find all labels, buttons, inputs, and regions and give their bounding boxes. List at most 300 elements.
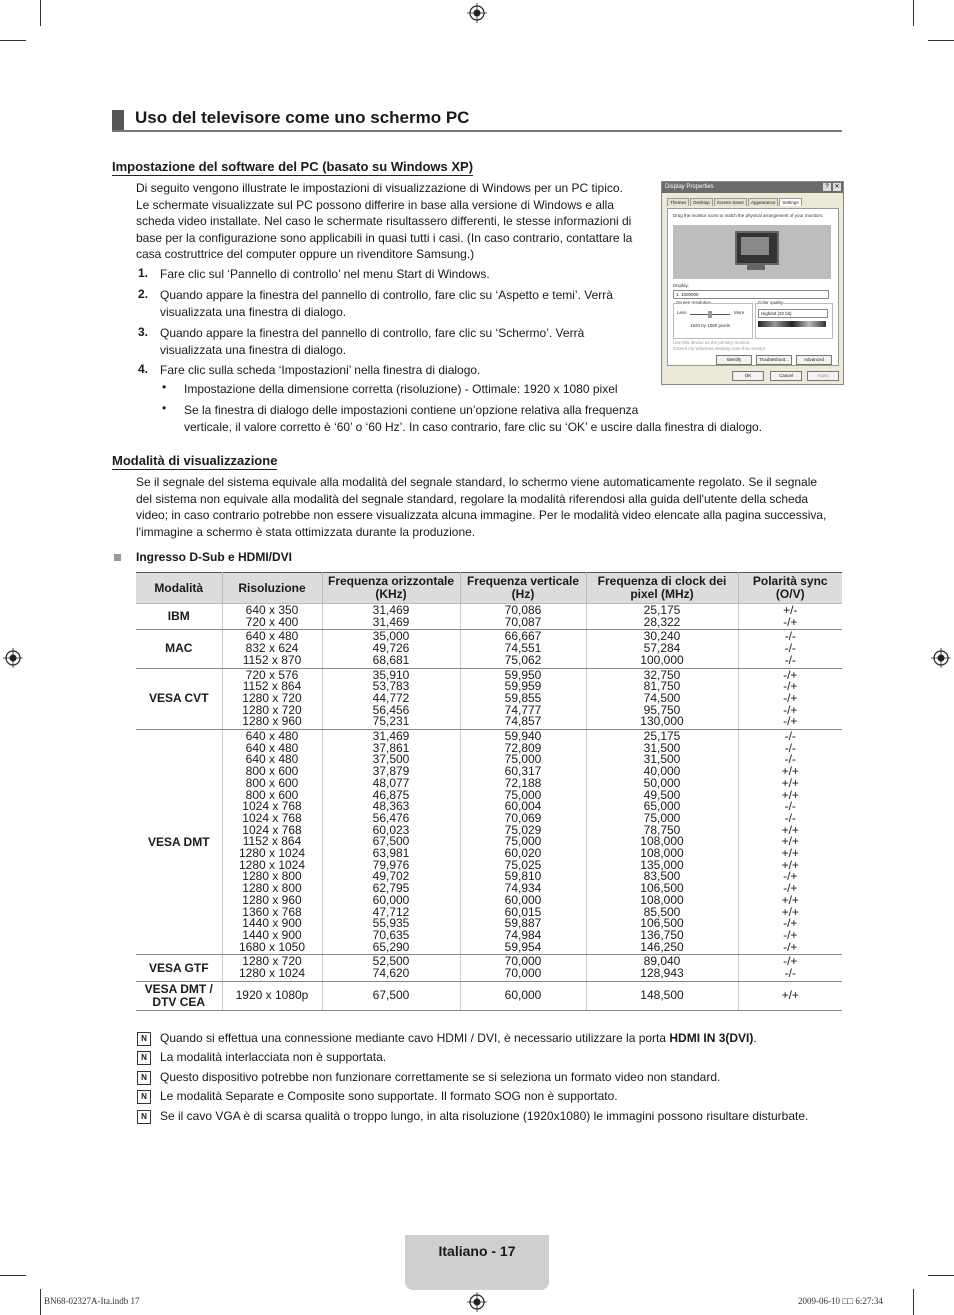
table-cell-v (460, 604, 586, 630)
note-icon: N (137, 1051, 151, 1065)
table-row (136, 730, 842, 955)
cell-line: 62,795 (372, 881, 410, 896)
cell-line: 75,000 (504, 834, 542, 849)
cell-line: +/+ (781, 834, 799, 849)
cell-line: 70,635 (372, 927, 410, 942)
bullet-icon: • (162, 380, 167, 394)
step-line: Quando appare la finestra del pannello di controllo, fare clic su ‘Aspetto e temi’. Verrà (160, 288, 613, 302)
resolution-group (673, 303, 753, 339)
ok-button: OK (732, 371, 764, 381)
close-icon: ✕ (834, 184, 840, 190)
page-number: Italiano - 17 (438, 1243, 516, 1259)
cell-line: VESA DMT / (144, 981, 213, 996)
cell-line: -/- (784, 740, 796, 755)
cancel-button: Cancel (770, 371, 802, 381)
step-line: Quando appare la finestra del pannello di controllo, fare clic su ‘Schermo’. Verrà (160, 326, 585, 340)
display-select: 1. 1000000 (673, 290, 829, 299)
table-cell-pol (738, 668, 842, 730)
cell-line: DTV CEA (152, 994, 206, 1009)
table-cell-res (222, 955, 322, 981)
cell-line: 37,879 (372, 764, 410, 779)
step-number: 3. (138, 325, 149, 339)
modes-paragraph (136, 474, 826, 540)
table-cell-v (460, 630, 586, 668)
step-text (160, 325, 584, 358)
tab-themes: Themes (667, 198, 689, 206)
cell-line: 46,875 (372, 787, 410, 802)
cell-line: 50,000 (643, 775, 681, 790)
print-file-info: BN68-02327A-Ita.indb 17 (44, 1296, 140, 1306)
cell-line: 148,500 (640, 987, 684, 1002)
table-row (136, 668, 842, 730)
cell-line: 47,712 (372, 904, 410, 919)
cell-line: 60,000 (504, 892, 542, 907)
note-body: Questo dispositivo potrebbe non funzionare correttamente se si seleziona un formato video non standard. (160, 1070, 721, 1084)
step-line: visualizzata una finestra di dialogo. (160, 342, 347, 357)
dialog-title-bar (662, 182, 843, 193)
table-cell-pol (738, 730, 842, 955)
header-line: (Hz) (511, 587, 535, 601)
step-line: Fare clic sul ‘Pannello di controllo’ nel menu Start di Windows. (160, 267, 490, 281)
cell-line: 74,934 (504, 881, 542, 896)
tab-screen-saver: Screen Saver (714, 198, 747, 206)
cell-line: 59,855 (504, 690, 542, 705)
header-line: Frequenza di clock dei (597, 574, 727, 588)
input-label: Ingresso D-Sub e HDMI/DVI (136, 550, 293, 564)
cell-line: 35,000 (372, 629, 410, 644)
dialog-tabs (662, 193, 843, 206)
intro-paragraph (136, 180, 632, 263)
cell-line: 49,500 (643, 787, 681, 802)
display-mode-table (136, 572, 842, 1011)
cell-line: 74,984 (504, 927, 542, 942)
table-cell-clk (586, 981, 738, 1010)
section-bar (112, 110, 124, 130)
cell-line: 1280 x 720 (242, 954, 302, 969)
crop-mark-br-v (913, 1289, 914, 1315)
table-header-row (136, 573, 842, 604)
step-text (160, 287, 613, 320)
cell-line: 800 x 600 (245, 775, 299, 790)
tab-settings: Settings (779, 198, 801, 206)
cell-line: 49,702 (372, 869, 410, 884)
color-label: Color quality (758, 300, 784, 305)
cell-line: 108,000 (640, 846, 684, 861)
cell-line: 832 x 624 (245, 641, 299, 656)
header-line: (KHz) (375, 587, 407, 601)
identify-button: Identify (716, 355, 752, 365)
cell-line: 25,175 (643, 603, 681, 617)
tab-appearance: Appearance (748, 198, 778, 206)
cell-line: 30,240 (643, 629, 681, 644)
color-bar (758, 321, 826, 327)
cell-line: 59,940 (504, 729, 542, 744)
troubleshoot-button: Troubleshoot... (756, 355, 792, 365)
cell-line: -/- (784, 629, 796, 644)
cell-line: -/+ (783, 702, 798, 717)
table-header-cell (222, 573, 322, 604)
cell-line: VESA CVT (148, 691, 209, 706)
cell-line: 89,040 (643, 954, 681, 969)
cell-line: 74,551 (504, 641, 542, 656)
cell-line: 35,910 (372, 667, 410, 682)
monitor-stand (747, 265, 765, 270)
note-text (160, 1070, 720, 1084)
cell-line: 70,000 (504, 954, 542, 969)
intro-line: casa costruttrice del computer oppure un rivenditore Samsung.) (136, 247, 475, 261)
cell-line: 31,469 (372, 614, 410, 629)
header-line: Risoluzione (238, 580, 306, 595)
cell-line: 79,976 (372, 857, 410, 872)
header-line: (O/V) (775, 587, 805, 601)
cell-line: 70,000 (504, 966, 542, 981)
modes-line: del sistema non equivale alla modalità del segnale standard, regolare la modalità riferendosi alla guida dell'utente della scheda (136, 491, 809, 506)
step-text (160, 362, 480, 379)
cell-line: 85,500 (643, 904, 681, 919)
cell-line: 1280 x 800 (242, 869, 302, 884)
cell-line: -/+ (783, 881, 798, 896)
cell-line: -/+ (783, 927, 798, 942)
tab-desktop: Desktop (690, 198, 713, 206)
cell-line: 60,004 (504, 799, 542, 814)
cell-line: 74,777 (504, 702, 542, 717)
table-cell-v (460, 668, 586, 730)
section-rule (112, 130, 842, 132)
cell-line: -/+ (783, 869, 798, 884)
cell-line: 128,943 (640, 966, 684, 981)
cell-line: 640 x 350 (245, 603, 299, 617)
note-icon: N (137, 1032, 151, 1046)
crop-mark-br-h (928, 1275, 954, 1276)
cell-line: 136,750 (640, 927, 684, 942)
table-cell-mode (136, 668, 222, 730)
advanced-button: Advanced (796, 355, 832, 365)
table-cell-h (322, 604, 460, 630)
cell-line: +/+ (781, 846, 799, 861)
cell-line: 60,000 (372, 892, 410, 907)
intro-line: Di seguito vengono illustrate le impostazioni di visualizzazione di Windows per un PC tipico. (136, 181, 623, 195)
dialog-panel (667, 208, 839, 366)
cell-line: -/- (784, 966, 796, 981)
table-cell-h (322, 730, 460, 955)
cell-line: 60,015 (504, 904, 542, 919)
help-icon: ? (823, 183, 831, 191)
crop-mark-tr-v (913, 0, 914, 26)
cell-line: 55,935 (372, 916, 410, 931)
cell-line: 74,857 (504, 714, 542, 729)
cell-line: 75,062 (504, 652, 542, 667)
cell-line: 1280 x 1024 (238, 846, 306, 861)
table-cell-res (222, 630, 322, 668)
cell-line: 135,000 (640, 857, 684, 872)
intro-line: scheda video installate. Nel caso le schermate risultassero differenti, le stesse informazioni di (136, 214, 632, 228)
cell-line: 1360 x 768 (242, 904, 302, 919)
cell-line: 68,681 (372, 652, 410, 667)
print-date-info: 2009-06-10 □□ 6:27:34 (798, 1296, 883, 1306)
cell-line: +/+ (781, 904, 799, 919)
cell-line: 48,077 (372, 775, 410, 790)
cell-line: 83,500 (643, 869, 681, 884)
cell-line: 28,322 (643, 614, 681, 629)
cell-line: -/+ (783, 667, 798, 682)
cell-line: 1280 x 960 (242, 714, 302, 729)
cell-line: +/+ (781, 787, 799, 802)
table-cell-h (322, 981, 460, 1010)
cell-line: 25,175 (643, 729, 681, 744)
bullet-line: verticale, il valore corretto è ‘60’ o ‘60 Hz’. In caso contrario, fare clic su ‘OK’ e uscire dalla finestra di dialogo. (184, 419, 763, 434)
note-body: Quando si effettua una connessione mediante cavo HDMI / DVI, è necessario utilizzare la porta (160, 1031, 670, 1045)
note-body: La modalità interlacciata non è supportata. (160, 1050, 387, 1064)
cell-line: 720 x 576 (245, 667, 299, 682)
cell-line: 75,000 (504, 787, 542, 802)
cell-line: 100,000 (640, 652, 684, 667)
cell-line: 95,750 (643, 702, 681, 717)
cell-line: 31,469 (372, 603, 410, 617)
note-icon: N (137, 1071, 151, 1085)
cell-line: 108,000 (640, 892, 684, 907)
step-text (160, 266, 490, 283)
table-cell-clk (586, 630, 738, 668)
cell-line: 74,620 (372, 966, 410, 981)
cell-line: 49,726 (372, 641, 410, 656)
cell-line: 75,000 (643, 810, 681, 825)
cell-line: 1152 x 864 (242, 834, 302, 849)
table-cell-mode (136, 604, 222, 630)
cell-line: 1280 x 800 (242, 881, 302, 896)
cell-line: 31,469 (372, 729, 410, 744)
cell-line: 72,188 (504, 775, 542, 790)
cell-line: 37,500 (372, 752, 410, 767)
checkbox-primary: Use this device as the primary monitor. (673, 340, 751, 345)
cell-line: 67,500 (372, 834, 410, 849)
table-cell-v (460, 955, 586, 981)
cell-line: 1152 x 870 (242, 652, 302, 667)
cell-line: +/+ (781, 822, 799, 837)
table-cell-h (322, 630, 460, 668)
table-cell-pol (738, 630, 842, 668)
cell-line: +/+ (781, 775, 799, 790)
cell-line: +/+ (781, 892, 799, 907)
display-properties-screenshot (661, 181, 844, 385)
cell-line: 59,950 (504, 667, 542, 682)
table-cell-pol (738, 981, 842, 1010)
cell-line: 40,000 (643, 764, 681, 779)
crop-mark-bl-h (0, 1275, 26, 1276)
cell-line: 1024 x 768 (242, 799, 302, 814)
cell-line: 1152 x 864 (242, 679, 302, 694)
cell-line: 70,069 (504, 810, 542, 825)
table-row (136, 981, 842, 1010)
step-line: Fare clic sulla scheda ‘Impostazioni’ nella finestra di dialogo. (160, 363, 481, 377)
note-emphasis: HDMI IN 3(DVI) (669, 1031, 754, 1045)
note-body: Le modalità Separate e Composite sono supportate. Il formato SOG non è supportato. (160, 1089, 618, 1103)
cell-line: 53,783 (372, 679, 410, 694)
cell-line: 65,000 (643, 799, 681, 814)
cell-line: -/- (784, 652, 796, 667)
subheading-pc-software: Impostazione del software del PC (basato su Windows XP) (112, 159, 474, 174)
step-number: 2. (138, 287, 149, 301)
cell-line: 1280 x 1024 (238, 857, 306, 872)
cell-line: -/- (784, 641, 796, 656)
table-cell-clk (586, 604, 738, 630)
cell-line: 640 x 480 (245, 629, 299, 644)
intro-line: Le schermate visualizzate sul PC possono differire in base alla versione di Windows e alla (136, 197, 615, 212)
note-text (160, 1031, 757, 1045)
bullet-text (184, 402, 762, 435)
cell-line: 146,250 (640, 939, 684, 954)
crop-mark-tl-h (0, 40, 26, 41)
cell-line: 75,025 (504, 857, 542, 872)
note-icon: N (137, 1110, 151, 1124)
less-label: Less (677, 310, 687, 315)
cell-line: 70,087 (504, 614, 542, 629)
table-header-cell (322, 573, 460, 604)
cell-line: +/+ (781, 987, 799, 1002)
table-cell-clk (586, 730, 738, 955)
modes-line: l'immagine a schermo è stata ottimizzata durante la produzione. (136, 524, 476, 539)
cell-line: 31,500 (643, 752, 681, 767)
table-cell-res (222, 730, 322, 955)
cell-line: +/+ (781, 857, 799, 872)
table-cell-clk (586, 955, 738, 981)
cell-line: IBM (167, 609, 190, 624)
header-line: Modalità (154, 580, 204, 595)
cell-line: +/- (783, 603, 798, 617)
table-row (136, 955, 842, 981)
note-text (160, 1109, 808, 1123)
cell-line: +/+ (781, 764, 799, 779)
note-tail: . (753, 1031, 757, 1045)
cell-line: 75,029 (504, 822, 542, 837)
registration-mark-icon (3, 648, 23, 668)
header-line: Frequenza orizzontale (327, 574, 455, 588)
cell-line: 75,000 (504, 752, 542, 767)
cell-line: -/+ (783, 679, 798, 694)
apply-button: Apply (807, 371, 839, 381)
cell-line: 640 x 480 (245, 729, 299, 744)
table-cell-v (460, 981, 586, 1010)
table-cell-res (222, 668, 322, 730)
cell-line: 57,284 (643, 641, 681, 656)
table-header-cell (738, 573, 842, 604)
cell-line: 56,456 (372, 702, 410, 717)
section-title: Uso del televisore come uno schermo PC (135, 108, 470, 127)
table-cell-mode (136, 981, 222, 1010)
cell-line: 63,981 (372, 846, 410, 861)
table-cell-res (222, 604, 322, 630)
cell-line: -/+ (783, 614, 798, 629)
cell-line: 640 x 480 (245, 740, 299, 755)
cell-line: 1440 x 900 (242, 916, 302, 931)
cell-line: 1024 x 768 (242, 822, 302, 837)
cell-line: 640 x 480 (245, 752, 299, 767)
registration-mark-icon (467, 1292, 487, 1312)
step-number: 4. (138, 362, 149, 376)
dialog-title: Display Properties (665, 184, 714, 190)
header-line: Polarità sync (752, 574, 828, 588)
cell-line: 66,667 (504, 629, 542, 644)
cell-line: -/- (784, 810, 796, 825)
table-row (136, 604, 842, 630)
table-row (136, 630, 842, 668)
table-cell-mode (136, 730, 222, 955)
checkbox-extend: Extend my Windows desktop onto this monitor. (673, 346, 767, 351)
registration-mark-icon (931, 648, 951, 668)
resolution-value: 1920 by 1080 pixels (690, 323, 731, 328)
cell-line: MAC (165, 641, 193, 656)
crop-mark-tr-h (928, 40, 954, 41)
cell-line: -/- (784, 729, 796, 744)
cell-line: VESA GTF (148, 960, 209, 975)
cell-line: 800 x 600 (245, 764, 299, 779)
crop-mark-tl-v (40, 0, 41, 26)
cell-line: 1280 x 720 (242, 690, 302, 705)
cell-line: 81,750 (643, 679, 681, 694)
cell-line: 70,086 (504, 603, 542, 617)
table-header-cell (460, 573, 586, 604)
modes-line: Se il segnale del sistema equivale alla modalità del segnale standard, lo schermo viene automaticamente regolato. Se il segnale (136, 475, 818, 489)
cell-line: 75,231 (372, 714, 410, 729)
bullet-text (184, 381, 618, 398)
resolution-label: Screen resolution (676, 300, 712, 305)
table-cell-h (322, 955, 460, 981)
table-cell-mode (136, 955, 222, 981)
square-bullet-icon (114, 554, 121, 561)
registration-mark-icon (467, 3, 487, 23)
cell-line: 52,500 (372, 954, 410, 969)
table-header-cell (136, 573, 222, 604)
cell-line: 59,959 (504, 679, 542, 694)
more-label: More (734, 310, 745, 315)
cell-line: 59,887 (504, 916, 542, 931)
cell-line: 48,363 (372, 799, 410, 814)
cell-line: 1920 x 1080p (235, 987, 309, 1002)
cell-line: 1280 x 720 (242, 702, 302, 717)
cell-line: 59,810 (504, 869, 542, 884)
color-select: Highest (32 bit) (758, 309, 828, 318)
cell-line: -/+ (783, 690, 798, 705)
bullet-line: Impostazione della dimensione corretta (risoluzione) - Ottimale: 1920 x 1080 pixel (184, 382, 618, 396)
cell-line: -/- (784, 752, 796, 767)
table-cell-pol (738, 604, 842, 630)
cell-line: -/+ (783, 939, 798, 954)
cell-line: 59,954 (504, 939, 542, 954)
cell-line: 1280 x 1024 (238, 966, 306, 981)
note-icon: N (137, 1090, 151, 1104)
cell-line: 106,500 (640, 881, 684, 896)
bullet-line: Se la finestra di dialogo delle impostazioni contiene un’opzione relativa alla frequenza (184, 403, 639, 417)
cell-line: 44,772 (372, 690, 410, 705)
dialog-hint: Drag the monitor icons to match the physical arrangement of your monitors. (673, 213, 824, 218)
crop-mark-bl-v (40, 1289, 41, 1315)
cell-line: 1280 x 960 (242, 892, 302, 907)
table-header-cell (586, 573, 738, 604)
cell-line: -/+ (783, 954, 798, 969)
cell-line: 56,476 (372, 810, 410, 825)
cell-line: -/- (784, 799, 796, 814)
cell-line: 60,317 (504, 764, 542, 779)
cell-line: -/+ (783, 714, 798, 729)
note-body: Se il cavo VGA è di scarsa qualità o troppo lungo, in alta risoluzione (1920x1080) le immagini possono risultare disturbate. (160, 1109, 809, 1123)
table-cell-clk (586, 668, 738, 730)
cell-line: 60,000 (504, 987, 542, 1002)
header-line: pixel (MHz) (630, 587, 694, 601)
monitor-icon (735, 231, 779, 265)
cell-line: 1680 x 1050 (238, 939, 306, 954)
cell-line: 720 x 400 (245, 614, 299, 629)
cell-line: 800 x 600 (245, 787, 299, 802)
cell-line: 72,809 (504, 740, 542, 755)
